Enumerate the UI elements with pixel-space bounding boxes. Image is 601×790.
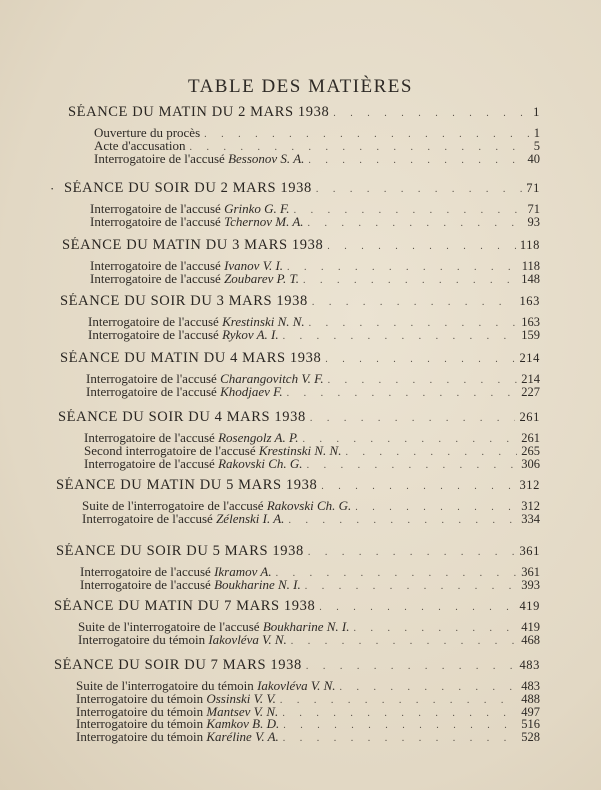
section-heading bbox=[64, 180, 540, 197]
entry-page-number: 312 bbox=[521, 499, 540, 513]
entry-prefix: Suite de l'interrogatoire de l'accusé bbox=[78, 619, 263, 634]
section-heading bbox=[58, 409, 540, 426]
entry-person-name: Krestinski N. N. bbox=[258, 442, 342, 458]
margin-mark-icon: · bbox=[50, 181, 55, 196]
entry-prefix: Second interrogatoire de l'accusé bbox=[84, 442, 259, 458]
section-heading bbox=[54, 598, 540, 615]
section-page-number: 261 bbox=[519, 410, 540, 424]
entry-page-number: 419 bbox=[521, 620, 540, 634]
toc-entry bbox=[78, 632, 540, 648]
page-title: TABLE DES MATIÈRES bbox=[188, 76, 413, 97]
entry-prefix: Interrogatoire de l'accusé bbox=[90, 258, 225, 273]
entry-text bbox=[76, 729, 279, 745]
leader-dots bbox=[308, 218, 524, 229]
entry-text bbox=[84, 456, 303, 472]
entry-prefix: Ouverture du procès bbox=[94, 125, 201, 140]
leader-dots bbox=[283, 331, 518, 342]
entry-prefix: Suite de l'interrogatoire du témoin bbox=[76, 678, 258, 693]
entry-page-number: 483 bbox=[521, 679, 540, 693]
section-heading-text: SÉANCE DU SOIR DU 7 MARS 1938 bbox=[54, 657, 302, 673]
leader-dots bbox=[321, 481, 515, 492]
entry-text bbox=[88, 327, 279, 343]
entry-page-number: 159 bbox=[521, 327, 540, 342]
entry-prefix: Interrogatoire du témoin bbox=[76, 716, 207, 732]
toc-entry bbox=[88, 327, 540, 343]
leader-dots bbox=[308, 547, 516, 558]
leader-dots bbox=[283, 733, 517, 744]
entry-prefix: Interrogatoire de l'accusé bbox=[80, 564, 215, 579]
leader-dots bbox=[312, 297, 516, 308]
entry-person-name: Grinko G. F. bbox=[224, 201, 290, 216]
entry-prefix: Acte d'accusation bbox=[94, 137, 186, 153]
entry-person-name: Zélenski I. A. bbox=[216, 510, 285, 526]
entry-page-number: 468 bbox=[521, 632, 540, 647]
leader-dots bbox=[308, 155, 523, 166]
entry-person-name: Boukharine N. I. bbox=[262, 619, 350, 634]
entry-page-number: 5 bbox=[533, 138, 540, 153]
leader-dots bbox=[288, 515, 517, 526]
section-heading bbox=[54, 657, 540, 674]
entry-person-name: Ikramov A. bbox=[214, 564, 272, 579]
entry-prefix: Interrogatoire du témoin bbox=[78, 631, 209, 647]
section-page-number: 1 bbox=[533, 105, 540, 119]
section-page-number: 483 bbox=[519, 658, 540, 672]
leader-dots bbox=[327, 241, 516, 252]
toc-entry bbox=[76, 729, 540, 745]
section-heading bbox=[56, 477, 540, 494]
entry-person-name: Ivanov V. I. bbox=[224, 258, 284, 273]
entry-page-number: 118 bbox=[521, 259, 540, 273]
entry-person-name: Ossinski V. V. bbox=[206, 690, 276, 706]
entry-page-number: 265 bbox=[521, 443, 540, 458]
entry-prefix: Interrogatoire de l'accusé bbox=[90, 201, 225, 216]
entry-text bbox=[82, 511, 284, 527]
section-heading-text: SÉANCE DU MATIN DU 5 MARS 1938 bbox=[56, 477, 318, 493]
leader-dots bbox=[310, 413, 516, 424]
section-heading bbox=[60, 350, 540, 367]
entry-page-number: 488 bbox=[521, 691, 540, 706]
entry-page-number: 393 bbox=[521, 577, 540, 592]
section-heading-text: SÉANCE DU SOIR DU 4 MARS 1938 bbox=[58, 409, 306, 425]
section-page-number: 118 bbox=[519, 238, 540, 252]
leader-dots bbox=[303, 275, 517, 286]
section-heading bbox=[62, 237, 540, 254]
entry-person-name: Mantsev V. N. bbox=[206, 703, 279, 719]
entry-person-name: Khodjaev F. bbox=[220, 383, 283, 399]
entry-person-name: Tchernov M. A. bbox=[224, 213, 304, 229]
entry-prefix: Interrogatoire du témoin bbox=[76, 729, 207, 745]
leader-dots bbox=[319, 602, 515, 613]
entry-prefix: Interrogatoire de l'accusé bbox=[84, 430, 219, 445]
section-heading-text: SÉANCE DU MATIN DU 2 MARS 1938 bbox=[68, 104, 330, 120]
entry-person-name: Bessonov S. A. bbox=[228, 150, 305, 166]
entry-text bbox=[78, 632, 287, 648]
section-page-number: 419 bbox=[519, 599, 540, 613]
entry-person-name: Charangovitch V. F. bbox=[220, 371, 324, 386]
entry-text bbox=[90, 214, 304, 230]
entry-page-number: 214 bbox=[521, 372, 540, 386]
entry-page-number: 516 bbox=[521, 717, 540, 732]
entry-page-number: 93 bbox=[527, 214, 540, 229]
entry-person-name: Rykov A. I. bbox=[222, 326, 279, 342]
section-heading-text: SÉANCE DU SOIR DU 5 MARS 1938 bbox=[56, 543, 304, 559]
entry-prefix: Interrogatoire de l'accusé bbox=[94, 150, 229, 166]
section-heading bbox=[60, 293, 540, 310]
section-page-number: 214 bbox=[519, 351, 540, 365]
entry-person-name: Iakovléva V. N. bbox=[257, 678, 336, 693]
toc-entry bbox=[94, 151, 540, 167]
entry-text bbox=[94, 151, 304, 167]
entry-text bbox=[90, 271, 299, 287]
entry-page-number: 528 bbox=[521, 730, 540, 745]
entry-page-number: 334 bbox=[521, 511, 540, 526]
leader-dots bbox=[287, 388, 518, 399]
entry-person-name: Karéline V. A. bbox=[206, 729, 279, 745]
toc-entry bbox=[84, 456, 540, 472]
entry-page-number: 497 bbox=[521, 704, 540, 719]
entry-prefix: Interrogatoire de l'accusé bbox=[82, 510, 217, 526]
entry-person-name: Rakovski Ch. G. bbox=[266, 498, 352, 513]
entry-prefix: Interrogatoire de l'accusé bbox=[80, 576, 215, 592]
section-page-number: 361 bbox=[519, 544, 540, 558]
section-heading-text: SÉANCE DU MATIN DU 7 MARS 1938 bbox=[54, 598, 316, 614]
section-heading bbox=[56, 543, 540, 560]
entry-page-number: 261 bbox=[521, 431, 540, 445]
leader-dots bbox=[306, 661, 516, 672]
entry-page-number: 227 bbox=[521, 384, 540, 399]
section-heading-text: SÉANCE DU SOIR DU 2 MARS 1938 bbox=[64, 180, 312, 196]
entry-prefix: Interrogatoire de l'accusé bbox=[86, 371, 221, 386]
toc-entry bbox=[90, 214, 540, 230]
entry-prefix: Interrogatoire de l'accusé bbox=[84, 455, 219, 471]
leader-dots bbox=[325, 354, 515, 365]
entry-person-name: Iakovléva V. N. bbox=[208, 631, 287, 647]
section-page-number: 312 bbox=[519, 478, 540, 492]
entry-person-name: Rosengolz A. P. bbox=[218, 430, 299, 445]
entry-person-name: Boukharine N. I. bbox=[214, 576, 301, 592]
leader-dots bbox=[305, 581, 518, 592]
entry-page-number: 148 bbox=[521, 271, 540, 286]
entry-prefix: Interrogatoire de l'accusé bbox=[90, 270, 225, 286]
leader-dots bbox=[307, 460, 518, 471]
section-heading bbox=[68, 104, 540, 121]
entry-page-number: 361 bbox=[521, 565, 540, 579]
entry-prefix: Interrogatoire de l'accusé bbox=[90, 213, 225, 229]
entry-page-number: 71 bbox=[527, 202, 540, 216]
entry-prefix: Interrogatoire de l'accusé bbox=[86, 383, 221, 399]
section-page-number: 163 bbox=[519, 294, 540, 308]
section-heading-text: SÉANCE DU MATIN DU 4 MARS 1938 bbox=[60, 350, 322, 366]
toc-entry bbox=[90, 271, 540, 287]
entry-person-name: Zoubarev P. T. bbox=[224, 270, 299, 286]
entry-page-number: 163 bbox=[521, 315, 540, 329]
entry-text bbox=[80, 577, 301, 593]
entry-prefix: Suite de l'interrogatoire de l'accusé bbox=[82, 498, 267, 513]
entry-prefix: Interrogatoire du témoin bbox=[76, 690, 207, 706]
entry-page-number: 1 bbox=[533, 126, 540, 140]
leader-dots bbox=[316, 184, 522, 195]
toc-entry bbox=[86, 384, 540, 400]
entry-prefix: Interrogatoire du témoin bbox=[76, 703, 207, 719]
section-heading-text: SÉANCE DU MATIN DU 3 MARS 1938 bbox=[62, 237, 324, 253]
toc-entry bbox=[82, 511, 540, 527]
section-page-number: 71 bbox=[526, 181, 540, 195]
entry-person-name: Kamkov B. D. bbox=[206, 716, 280, 732]
leader-dots bbox=[291, 636, 517, 647]
entry-page-number: 40 bbox=[527, 151, 540, 166]
entry-text bbox=[86, 384, 283, 400]
entry-page-number: 306 bbox=[521, 456, 540, 471]
section-heading-text: SÉANCE DU SOIR DU 3 MARS 1938 bbox=[60, 293, 308, 309]
entry-person-name: Krestinski N. N. bbox=[222, 314, 305, 329]
toc-entry bbox=[80, 577, 540, 593]
entry-prefix: Interrogatoire de l'accusé bbox=[88, 314, 223, 329]
leader-dots bbox=[333, 108, 529, 119]
entry-prefix: Interrogatoire de l'accusé bbox=[88, 326, 223, 342]
entry-person-name: Rakovski Ch. G. bbox=[218, 455, 303, 471]
